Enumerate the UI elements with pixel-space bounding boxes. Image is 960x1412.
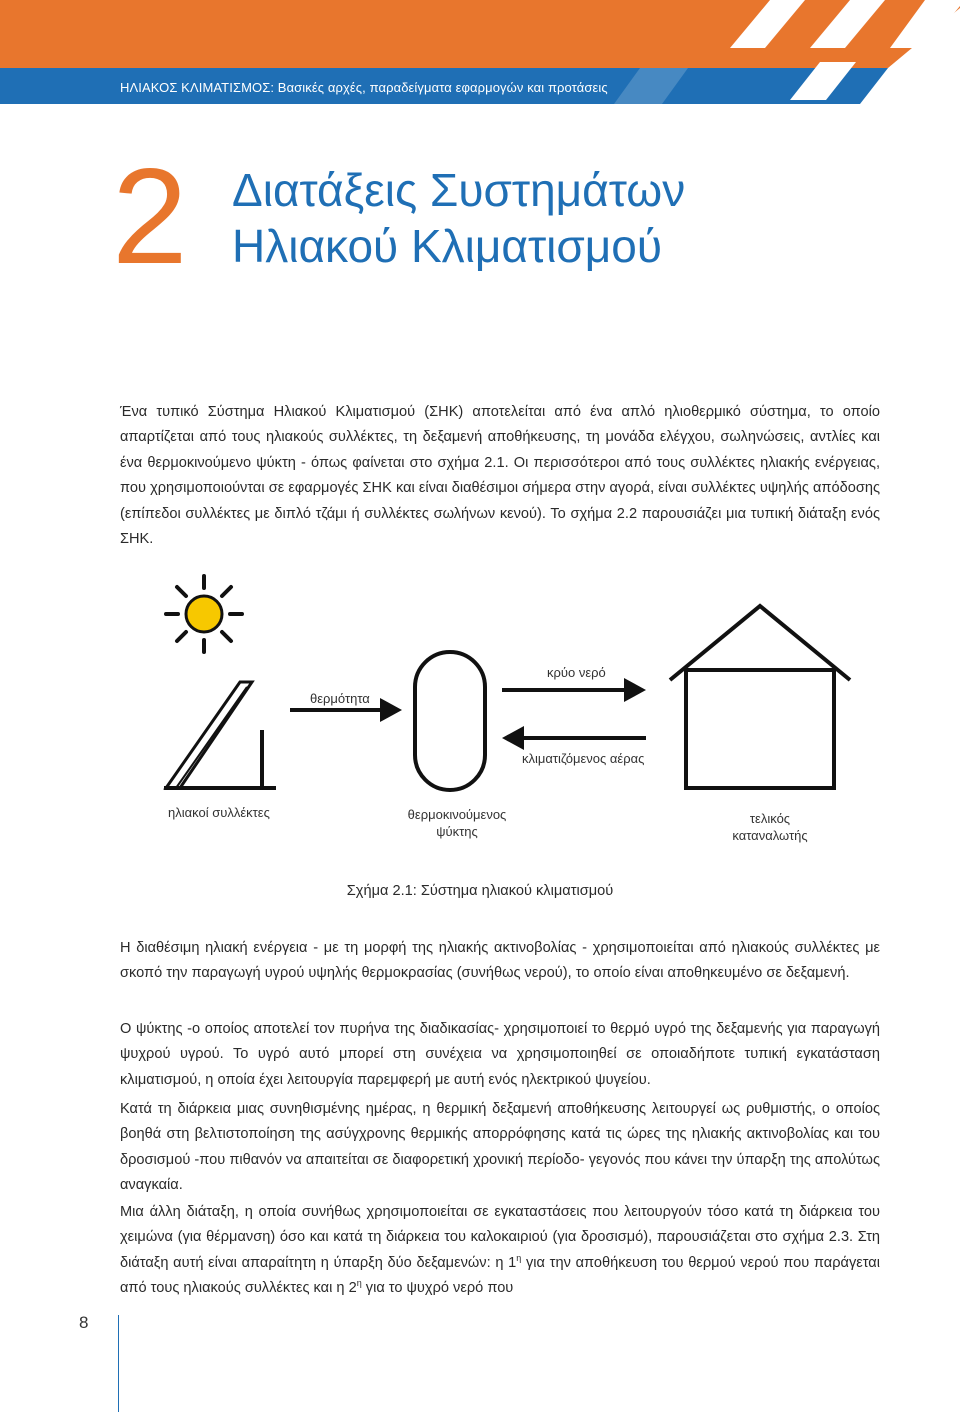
label-heat: θερμότητα [310,691,370,706]
house-icon [670,606,850,788]
body-paragraph-3: Κατά τη διάρκεια μιας συνηθισμένης ημέρας, η θερμική δεξαμενή αποθήκευσης λειτουργεί ως ρυθμιστής, ο οποίος βοηθά στη βελτιστοποίηση της ασύγχρονης θερμικής απορρόφησης κατά τις ώρες της ηλιακής ακτινοβολίας και του δροσισμού -που πιθανόν να απαιτείται σε διαφορετική χρονική περίοδο- γεγονός που κάνει την ύπαρξη της απολύτως αναγκαία. [120,1101,880,1194]
page-rule [118,1315,119,1412]
ordinal-sup-1: η [516,1252,522,1263]
cold-water-arrow [502,678,646,702]
page-number: 8 [79,1313,89,1332]
storage-tank-icon [415,652,485,790]
solar-cooling-diagram [140,570,860,860]
label-chiller-line2: ψύκτης [436,824,478,839]
running-header [120,80,608,95]
chapter-title-line2: Ηλιακού Κλιματισμού [232,220,663,272]
label-solar-collectors: ηλιακοί συλλέκτες [168,805,270,820]
sun-icon [166,576,242,652]
body-paragraph-4 [120,1200,880,1302]
body-paragraph-1: Η διαθέσιμη ηλιακή ενέργεια - με τη μορφή της ηλιακής ακτινοβολίας - χρησιμοποιείται από ηλιακούς συλλέκτες με σκοπό την παραγωγή υγρού υψηλής θερμοκρασίας (συνήθως νερού), το οποίο είναι αποθηκευμένο σε δεξαμενή. [120,940,880,982]
solar-collector-icon [164,682,276,788]
body-paragraph-4-part1: Μια άλλη διάταξη, η οποία συνήθως χρησιμοποιείται σε εγκαταστάσεις που λειτουργούν τόσο κατά τη διάρκεια του χειμώνα (για θέρμανση) όσο και κατά τη διάρκεια του καλοκαιριού (για δροσισμό), παρουσιάζεται στο σχήμα 2.3. Στη διάταξη αυτή είναι απαραίτητη η ύπαρξη δύο δεξαμενών: η 1 [120,1204,880,1271]
label-consumer-line2: καταναλωτής [732,828,808,843]
body-paragraph-4-part2: για την αποθήκευση του θερμού νερού που παράγεται από τους ηλιακούς συλλέκτες και η 2 [120,1254,880,1297]
body-paragraph-4-part3: για το ψυχρό νερό που [361,1280,514,1297]
running-header-sub: Βασικές αρχές, παραδείγματα εφαρμογών και προτάσεις [277,80,608,95]
figure-caption: Σχήμα 2.1: Σύστημα ηλιακού κλιματισμού [346,883,614,899]
chapter-number: 2 [112,140,188,292]
body-paragraph-2: Ο ψύκτης -ο οποίος αποτελεί τον πυρήνα της διαδικασίας- χρησιμοποιεί το θερμό υγρό της δεξαμενής για παραγωγή ψυχρού υγρού. Το υγρό αυτό μπορεί στη συνέχεια να χρησιμοποιηθεί σε οποιαδήποτε τυπική εγκατάσταση κλιματισμού, η οποία έχει λειτουργία παρεμφερή με αυτή ενός ηλεκτρικού ψυγείου. [120,1021,880,1088]
label-cold-water: κρύο νερό [547,665,606,680]
label-chiller [402,806,512,840]
chapter-title [232,162,685,274]
header-band [0,0,960,110]
ordinal-sup-2: η [356,1278,362,1289]
label-chiller-line1: θερμοκινούμενος [407,807,507,822]
conditioned-air-arrow [502,726,646,750]
intro-paragraph: Ένα τυπικό Σύστημα Ηλιακού Κλιματισμού (ΣΗΚ) αποτελείται από ένα απλό ηλιοθερμικό σύστημα, το οποίο απαρτίζεται από τους ηλιακούς συλλέκτες, τη δεξαμενή αποθήκευσης, τη μονάδα ελέγχου, σωληνώσεις, αντλίες και ένα θερμοκινούμενο ψύκτη - όπως φαίνεται στο σχήμα 2.1. Οι περισσότεροι από τους συλλέκτες ηλιακής ενέργειας, που χρησιμοποιούνται σε εφαρμογές ΣΗΚ και είναι διαθέσιμοι σήμερα στην αγορά, είναι συλλέκτες υψηλής απόδοσης (επίπεδοι συλλέκτες με διπλό τζάμι ή συλλέκτες σωλήνων κενού). Το σχήμα 2.2 παρουσιάζει μια τυπική διάταξη ενός ΣΗΚ. [120,404,880,548]
label-conditioned-air: κλιματιζόμενος αέρας [522,751,645,766]
chapter-title-line1: Διατάξεις Συστημάτων [232,164,686,216]
label-consumer [720,810,820,844]
running-header-main: ΗΛΙΑΚΟΣ ΚΛΙΜΑΤΙΣΜΟΣ: [120,80,275,95]
label-consumer-line1: τελικός [749,811,791,826]
